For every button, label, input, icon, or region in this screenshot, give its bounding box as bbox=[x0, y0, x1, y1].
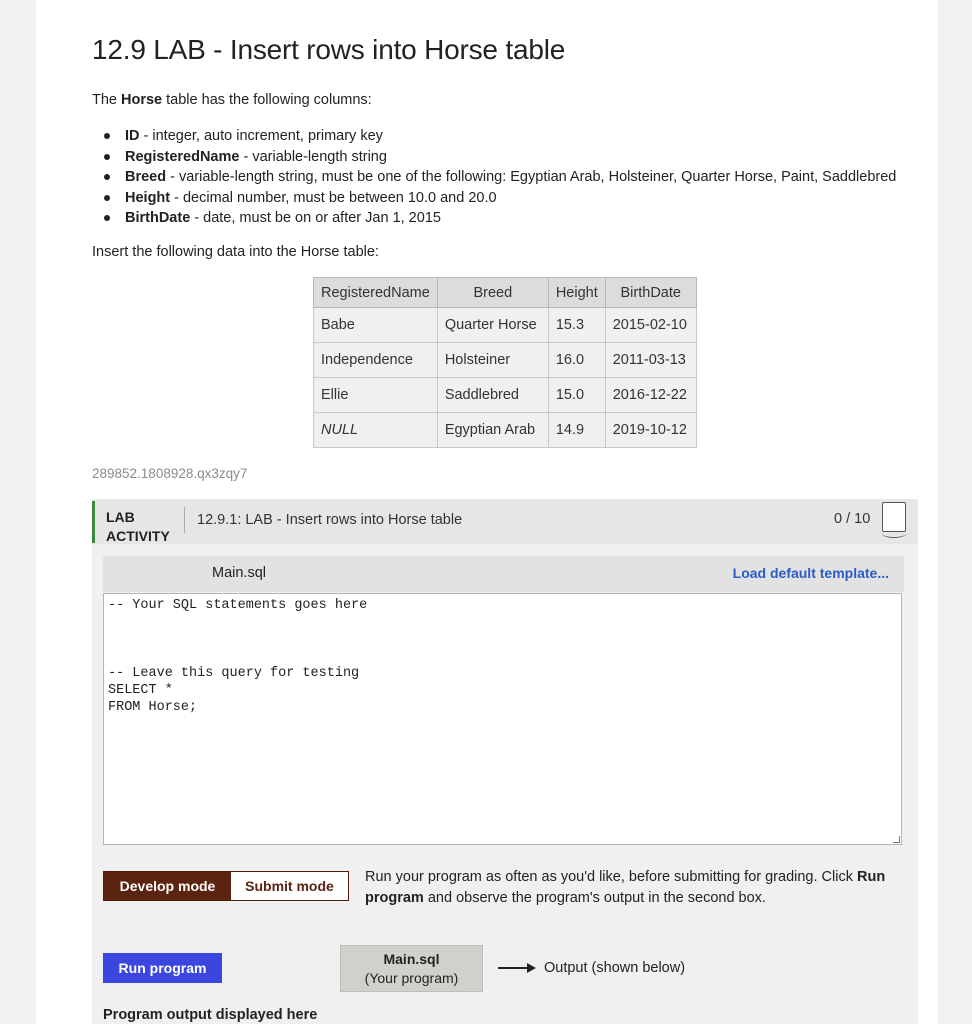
table-cell: 2019-10-12 bbox=[605, 413, 696, 448]
table-header-row bbox=[314, 278, 697, 308]
mode-toggle bbox=[103, 871, 349, 901]
table-cell: Quarter Horse bbox=[437, 308, 548, 343]
lab-activity bbox=[92, 499, 918, 1024]
column-name: Breed bbox=[125, 169, 167, 185]
column-name: Height bbox=[125, 189, 171, 206]
table-cell: 2016-12-22 bbox=[605, 378, 696, 413]
score-text: 0 / 10 bbox=[834, 511, 871, 527]
program-box bbox=[340, 945, 483, 992]
header-breed: Breed bbox=[437, 278, 548, 308]
table-cell: 16.0 bbox=[548, 343, 605, 378]
score-badge-icon bbox=[882, 502, 906, 532]
header-height: Height bbox=[548, 278, 605, 308]
table-cell: Egyptian Arab bbox=[437, 413, 548, 448]
table-row bbox=[314, 308, 697, 343]
table-cell: 2011-03-13 bbox=[605, 343, 696, 378]
header-divider bbox=[184, 507, 185, 533]
program-box-title: Main.sql bbox=[383, 951, 440, 967]
table-row bbox=[314, 343, 697, 378]
horse-data-table bbox=[313, 277, 697, 448]
table-cell: Independence bbox=[314, 343, 438, 378]
table-cell: 15.0 bbox=[548, 378, 605, 413]
column-item bbox=[92, 126, 896, 147]
column-desc: - integer, auto increment, primary key bbox=[139, 128, 383, 144]
insert-instructions: Insert the following data into the Horse table: bbox=[92, 244, 379, 260]
table-cell: Babe bbox=[314, 308, 438, 343]
table-row bbox=[314, 413, 697, 448]
output-label: Output (shown below) bbox=[544, 960, 686, 976]
table-cell: Holsteiner bbox=[437, 343, 548, 378]
table-row bbox=[314, 378, 697, 413]
activity-accent-bar bbox=[92, 501, 95, 543]
column-name: RegisteredName bbox=[125, 148, 240, 165]
table-cell-null: NULL bbox=[314, 413, 438, 448]
header-registered-name: RegisteredName bbox=[314, 278, 438, 308]
submit-mode-button[interactable]: Submit mode bbox=[231, 872, 348, 900]
mode-desc-prefix: Run your program as often as you'd like, before submitting for grading. Click bbox=[365, 869, 857, 885]
column-desc: - decimal number, must be between 10.0 and 20.0 bbox=[170, 189, 497, 206]
column-desc: - variable-length string bbox=[239, 148, 387, 165]
column-item bbox=[92, 167, 896, 188]
table-cell: 14.9 bbox=[548, 413, 605, 448]
table-cell: 2015-02-10 bbox=[605, 308, 696, 343]
page-title: 12.9 LAB - Insert rows into Horse table bbox=[92, 34, 566, 65]
column-name: ID bbox=[125, 128, 140, 144]
editor-file-name: Main.sql bbox=[212, 565, 266, 581]
program-box-subtitle: (Your program) bbox=[364, 970, 459, 986]
column-item bbox=[92, 147, 896, 168]
activity-type-line1: LAB bbox=[106, 509, 135, 525]
arrow-right-icon bbox=[498, 961, 536, 975]
column-list bbox=[92, 126, 896, 229]
resize-handle-icon[interactable] bbox=[893, 836, 900, 843]
activity-header bbox=[92, 499, 918, 544]
editor-header bbox=[103, 556, 904, 592]
column-desc: - variable-length string, must be one of the following: Egyptian Arab, Holsteiner, Quarter Horse, Paint, Saddlebred bbox=[166, 169, 897, 185]
column-item bbox=[92, 208, 896, 229]
mode-desc-suffix: and observe the program's output in the second box. bbox=[423, 889, 766, 906]
intro-table-name: Horse bbox=[121, 92, 163, 108]
run-program-button[interactable]: Run program bbox=[103, 953, 222, 983]
activity-hash: 289852.1808928.qx3zqy7 bbox=[92, 466, 248, 481]
table-cell: 15.3 bbox=[548, 308, 605, 343]
code-editor[interactable] bbox=[103, 593, 902, 845]
activity-type-label bbox=[106, 508, 170, 546]
content-page bbox=[36, 0, 938, 1024]
intro-text bbox=[92, 92, 372, 108]
develop-mode-button[interactable]: Develop mode bbox=[104, 872, 231, 900]
column-name: BirthDate bbox=[125, 210, 191, 226]
table-cell: Saddlebred bbox=[437, 378, 548, 413]
mode-description bbox=[365, 867, 910, 908]
column-item bbox=[92, 188, 896, 209]
column-desc: - date, must be on or after Jan 1, 2015 bbox=[190, 210, 441, 226]
mode-desc-bold: Run program bbox=[365, 869, 886, 906]
load-default-template-link[interactable]: Load default template... bbox=[732, 565, 889, 581]
program-output-heading: Program output displayed here bbox=[103, 1007, 318, 1023]
header-birthdate: BirthDate bbox=[605, 278, 696, 308]
activity-title: 12.9.1: LAB - Insert rows into Horse table bbox=[197, 512, 463, 528]
activity-type-line2: ACTIVITY bbox=[106, 528, 170, 544]
table-cell: Ellie bbox=[314, 378, 438, 413]
intro-prefix: The bbox=[92, 92, 122, 108]
intro-suffix: table has the following columns: bbox=[162, 92, 372, 108]
